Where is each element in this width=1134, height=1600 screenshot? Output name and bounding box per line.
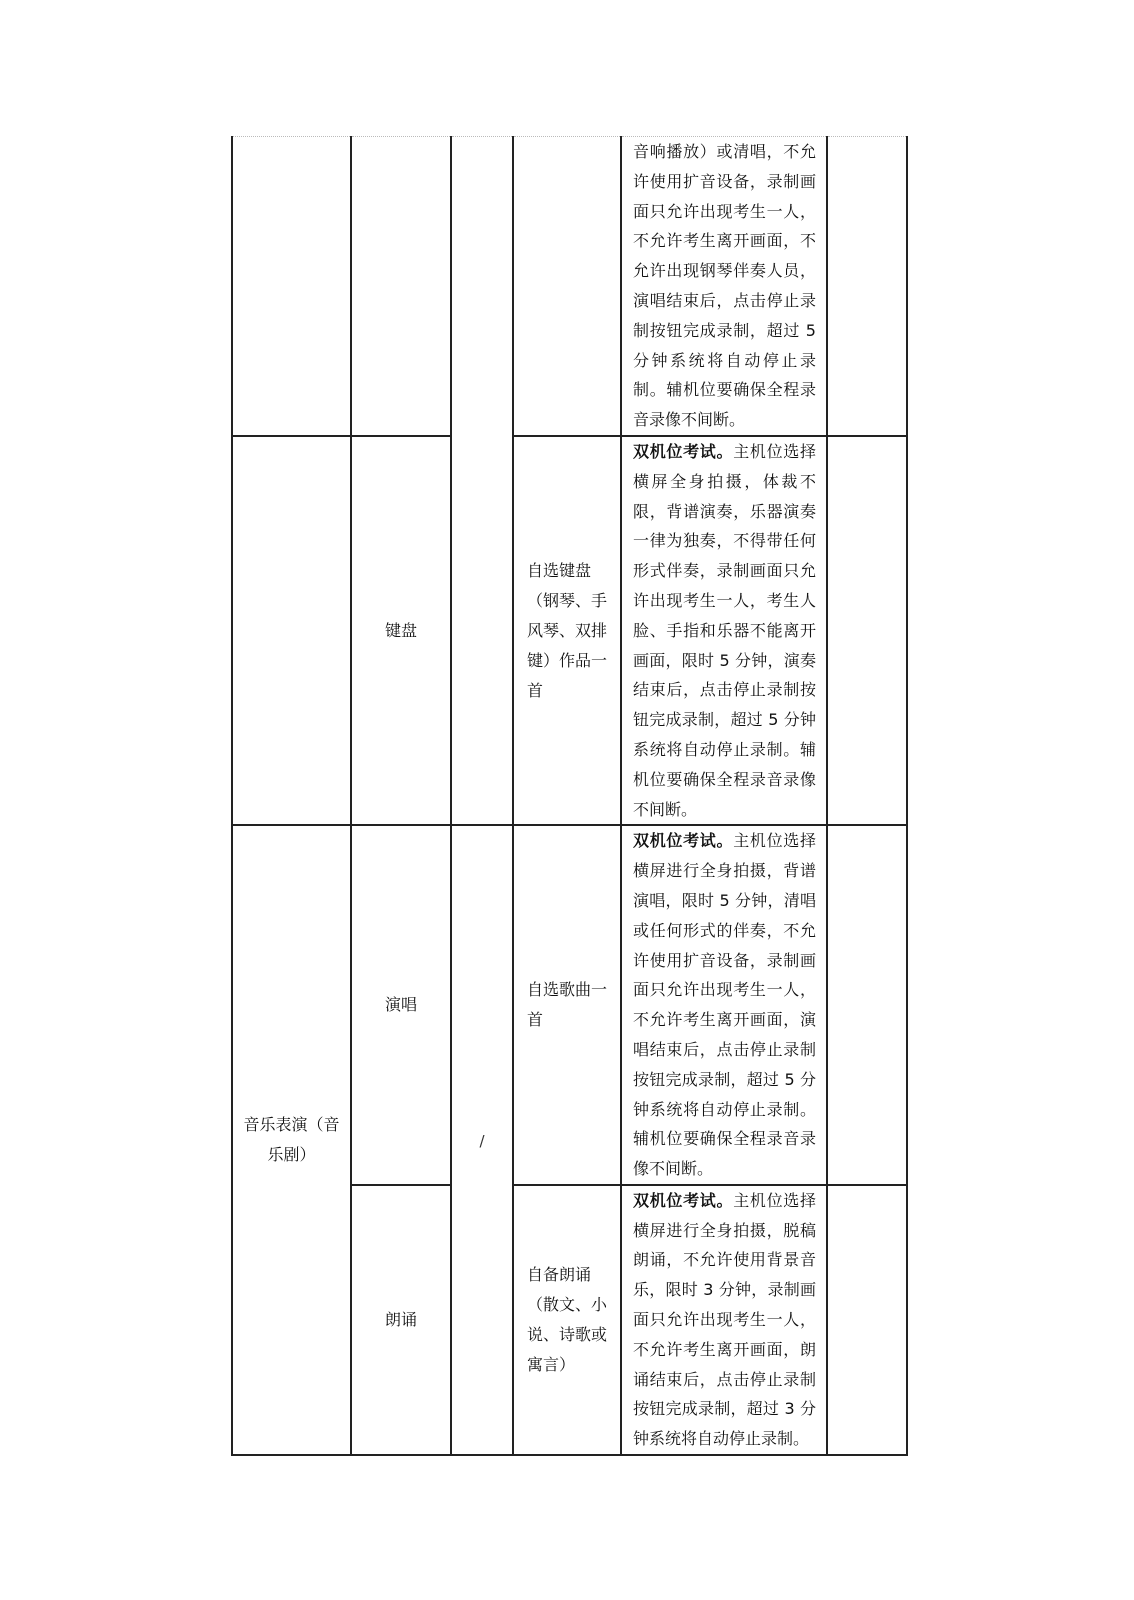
requirement-cell (621, 137, 827, 436)
requirement-text (622, 826, 826, 1184)
item-cell (513, 436, 621, 825)
requirement-cell (621, 436, 827, 825)
item-text: 自选键盘（钢琴、手风琴、双排键）作品一首 (527, 560, 608, 700)
requirement-bold: 双机位考试。 (633, 441, 734, 461)
notes-cell (827, 1185, 907, 1455)
requirement-body: 主机位选择横屏全身拍摄，体裁不限，背谱演奏，乐器演奏一律为独奏，不得带任何形式伴奏，录制画面只允许出现考生一人，考生人脸、手指和乐器不能离开画面，限时 5 分钟，演奏结束后，点击停止录制按钮完成录制，超过 5 分钟系统将自动停止录制。辅机位要确保全程录音录像不间断。 (633, 441, 816, 819)
category-cell (232, 825, 351, 1455)
item-cell (513, 825, 621, 1185)
requirement-text (622, 437, 826, 824)
requirement-cell (621, 825, 827, 1185)
notes-cell (827, 137, 907, 436)
notes-cell (827, 825, 907, 1185)
item-text: 自备朗诵（散文、小说、诗歌或寓言） (527, 1264, 608, 1374)
subject-cell (351, 825, 451, 1185)
requirement-cell (621, 1185, 827, 1455)
table-row (232, 436, 907, 825)
requirement-text (622, 137, 826, 435)
item-cell (513, 1185, 621, 1455)
subject-text: 朗诵 (384, 1309, 417, 1329)
requirement-body: 音响播放）或清唱，不允许使用扩音设备，录制画面只允许出现考生一人，不允许考生离开画面，不允许出现钢琴伴奏人员，演唱结束后，点击停止录制按钮完成录制，超过 5分钟系统将自动停止录制。辅机位要确保全程录音录像不间断。 (633, 142, 816, 430)
placeholder-cell (451, 825, 513, 1455)
requirement-bold: 双机位考试。 (633, 1190, 734, 1210)
category-cell (232, 137, 351, 436)
category-cell (232, 436, 351, 825)
table-row (232, 137, 907, 436)
subject-cell (351, 137, 451, 436)
category-text: 音乐表演（音乐剧） (243, 1115, 340, 1165)
table-row (232, 825, 907, 1185)
blank-cell (451, 137, 513, 826)
requirement-text (622, 1186, 826, 1454)
item-text: 自选歌曲一首 (527, 980, 608, 1030)
notes-cell (827, 436, 907, 825)
exam-requirements-table (231, 136, 908, 1456)
requirement-body: 主机位选择横屏进行全身拍摄，背谱演唱，限时 5 分钟，清唱或任何形式的伴奏，不允许使用扩音设备，录制画面只允许出现考生一人，不允许考生离开画面，演唱结束后，点击停止录制按钮完成录制，超过 5 分钟系统将自动停止录制。辅机位要确保全程录音录像不间断。 (633, 831, 816, 1179)
requirement-bold: 双机位考试。 (633, 831, 734, 851)
item-cell (513, 137, 621, 436)
subject-text: 演唱 (384, 995, 417, 1015)
requirement-body: 主机位选择横屏进行全身拍摄，脱稿朗诵，不允许使用背景音乐，限时 3 分钟，录制画面只允许出现考生一人，不允许考生离开画面，朗诵结束后，点击停止录制按钮完成录制，超过 3 分钟系统将自动停止录制。 (633, 1190, 816, 1449)
subject-text: 键盘 (384, 620, 417, 640)
subject-cell (351, 1185, 451, 1455)
subject-cell (351, 436, 451, 825)
placeholder-text: / (479, 1131, 485, 1150)
